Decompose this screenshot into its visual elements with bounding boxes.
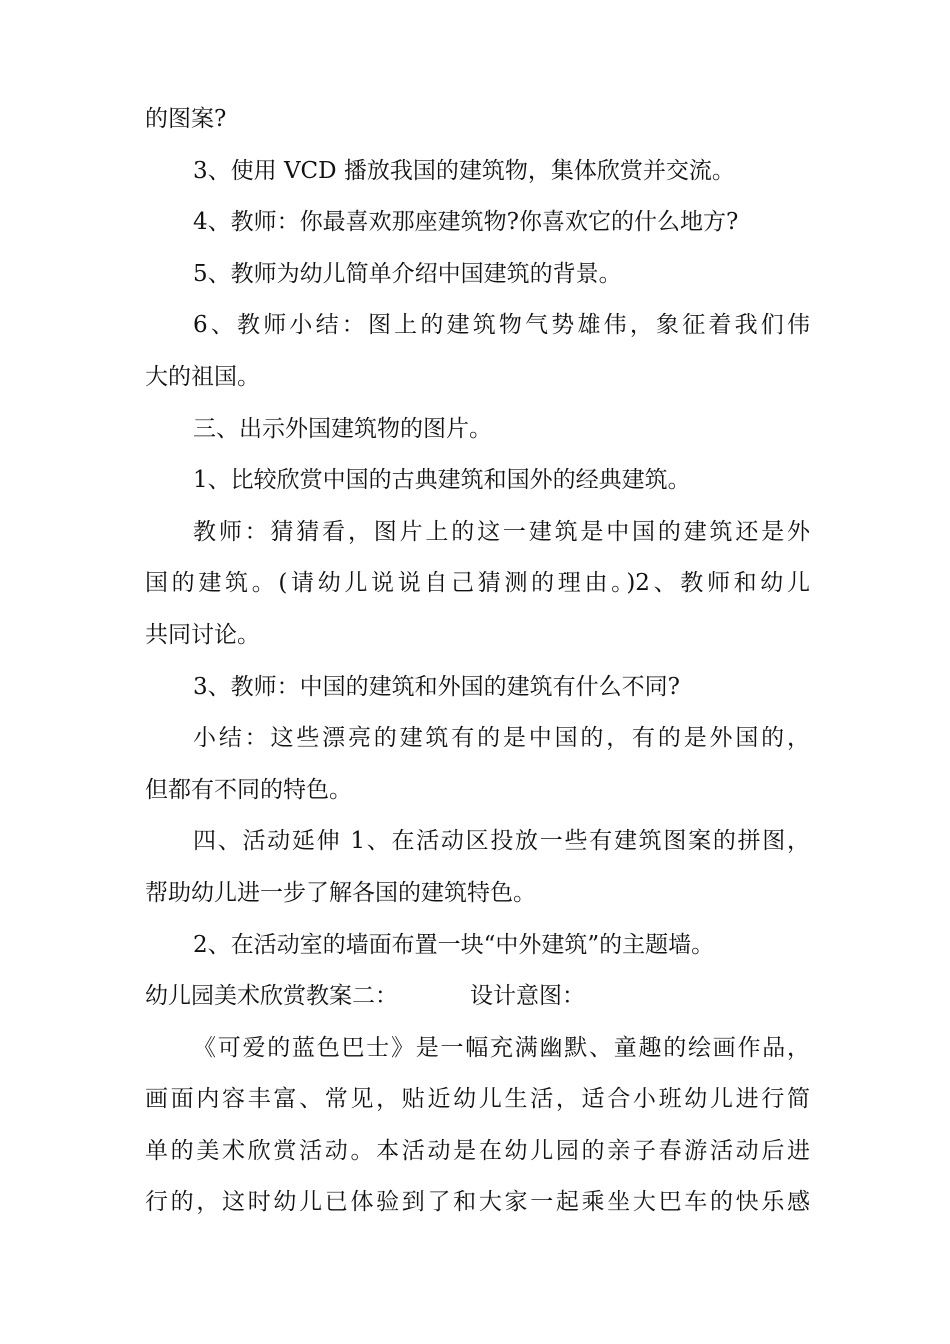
- paragraph-line: 四、活动延伸 1、在活动区投放一些有建筑图案的拼图，: [193, 828, 810, 855]
- paragraph-line: 单的美术欣赏活动。本活动是在幼儿园的亲子春游活动后进: [145, 1137, 810, 1164]
- paragraph-line: 2、在活动室的墙面布置一块“中外建筑”的主题墙。: [193, 931, 715, 958]
- paragraph-line: 教师：猜猜看，图片上的这一建筑是中国的建筑还是外: [193, 518, 810, 545]
- section-heading: [145, 971, 810, 1023]
- paragraph-line: 1、比较欣赏中国的古典建筑和国外的经典建筑。: [193, 467, 691, 494]
- paragraph-line: 6、教师小结：图上的建筑物气势雄伟，象征着我们伟: [193, 312, 810, 339]
- paragraph-line: 大的祖国。: [145, 363, 260, 390]
- paragraph-line: 帮助幼儿进一步了解各国的建筑特色。: [145, 879, 536, 906]
- section-heading-subtitle: 设计意图：: [470, 983, 585, 1010]
- paragraph-line: 共同讨论。: [145, 621, 260, 648]
- paragraph-line: 3、教师：中国的建筑和外国的建筑有什么不同?: [193, 673, 680, 700]
- paragraph-line: 3、使用 VCD 播放我国的建筑物，集体欣赏并交流。: [193, 157, 735, 184]
- paragraph-line: 国的建筑。(请幼儿说说自己猜测的理由。)2、教师和幼儿: [145, 570, 810, 597]
- paragraph-line: 画面内容丰富、常见，贴近幼儿生活，适合小班幼儿进行简: [145, 1086, 810, 1113]
- heading-spacer: [398, 971, 470, 1023]
- section-heading-title: 幼儿园美术欣赏教案二：: [145, 983, 398, 1010]
- paragraph-line: 的图案?: [145, 106, 227, 132]
- paragraph-line: 三、出示外国建筑物的图片。: [193, 415, 492, 442]
- paragraph-line: 小结：这些漂亮的建筑有的是中国的，有的是外国的，: [193, 725, 810, 752]
- paragraph-line: 行的，这时幼儿已体验到了和大家一起乘坐大巴车的快乐感: [145, 1189, 810, 1216]
- document-body: [145, 94, 810, 1229]
- paragraph-line: 5、教师为幼儿简单介绍中国建筑的背景。: [193, 260, 622, 287]
- paragraph-line: 4、教师：你最喜欢那座建筑物?你喜欢它的什么地方?: [193, 209, 739, 236]
- paragraph-line: 《可爱的蓝色巴士》是一幅充满幽默、童趣的绘画作品，: [193, 1034, 810, 1061]
- paragraph-line: 但都有不同的特色。: [145, 776, 352, 803]
